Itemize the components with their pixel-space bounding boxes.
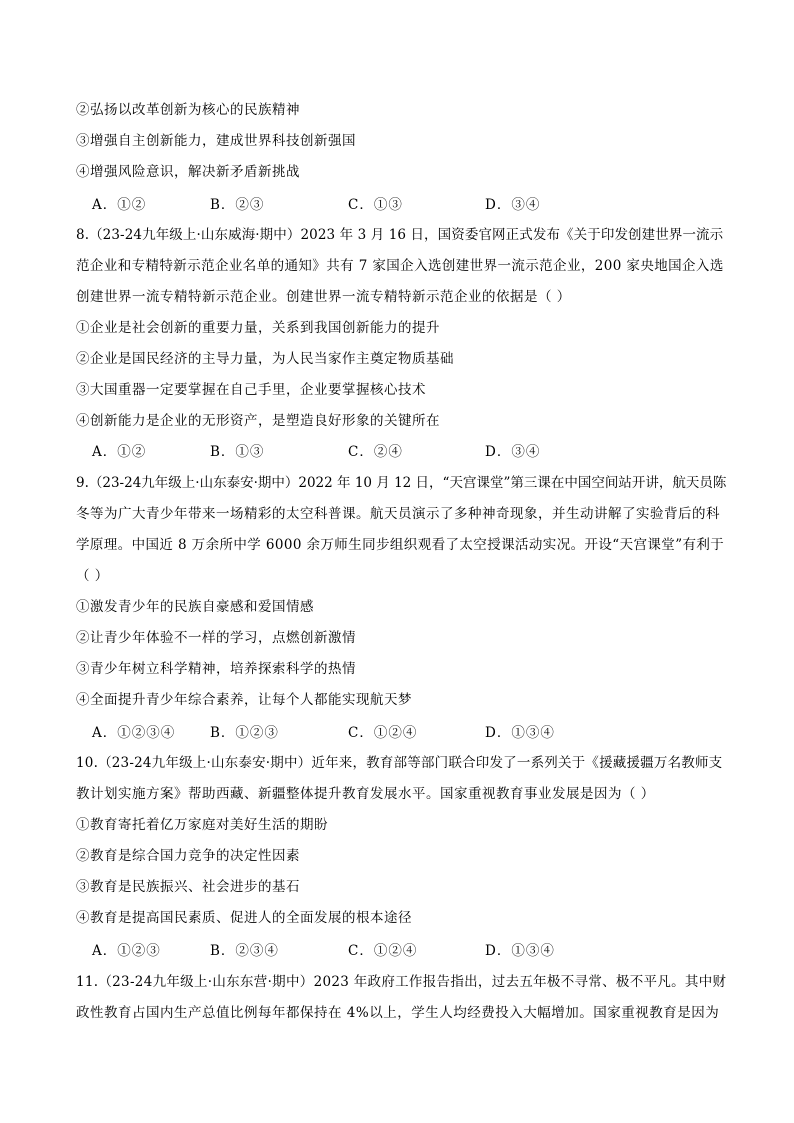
q9-choice-4: ④全面提升青少年综合素养，让每个人都能实现航天梦 (76, 692, 412, 708)
q8-stem-line-3: 创建世界一流专精特新示范企业。创建世界一流专精特新示范企业的依据是（ ） (76, 289, 571, 305)
q9-choice-3: ③青少年树立科学精神，培养探索科学的热情 (76, 661, 356, 677)
q8-choice-3: ③大国重器一定要掌握在自己手里，企业要掌握核心技术 (76, 382, 426, 398)
q8-choice-4: ④创新能力是企业的无形资产，是塑造良好形象的关键所在 (76, 413, 440, 429)
q10-stem-line-1: 10.（23-24九年级上·山东泰安·期中）近年来，教育部等部门联合印发了一系列关于《援藏援疆万名教师支 (76, 755, 723, 771)
q7-option-d: D．③④ (485, 197, 541, 213)
q8-stem-line-2: 范企业和专精特新示范企业名单的通知》共有 7 家国企入选创建世界一流示范企业，200 家央地国企入选 (76, 258, 724, 274)
q10-option-a: A．①②③ (92, 943, 161, 959)
q10-choice-2: ②教育是综合国力竞争的决定性因素 (76, 848, 300, 864)
q10-stem-line-2: 教计划实施方案》帮助西藏、新疆整体提升教育发展水平。国家重视教育事业发展是因为（ ） (76, 786, 655, 802)
q11-stem-line-2: 政性教育占国内生产总值比例每年都保持在 4%以上，学生人均经费投入大幅增加。国家重视教育是因为 (76, 1005, 720, 1021)
q7-option-c: C．①③ (348, 197, 403, 213)
q8-choice-2: ②企业是国民经济的主导力量，为人民当家作主奠定物质基础 (76, 351, 454, 367)
q9-choice-1: ①激发青少年的民族自豪感和爱国情感 (76, 599, 314, 615)
q10-choice-1: ①教育寄托着亿万家庭对美好生活的期盼 (76, 817, 328, 833)
q9-stem-line-3: 学原理。中国近 8 万余所中学 6000 余万师生同步组织观看了太空授课活动实况。开设“天宫课堂”有利于 (76, 537, 725, 553)
q9-option-a: A．①②③④ (92, 725, 176, 741)
q8-stem-line-1: 8.（23-24九年级上·山东威海·期中）2023 年 3 月 16 日，国资委官网正式发布《关于印发创建世界一流示 (76, 227, 724, 243)
q9-stem-line-4: （ ） (76, 568, 109, 584)
q10-choice-4: ④教育是提高国民素质、促进人的全面发展的根本途径 (76, 910, 412, 926)
q7-option-a: A．①② (92, 197, 147, 213)
q9-option-d: D．①③④ (485, 725, 555, 741)
q8-choice-1: ①企业是社会创新的重要力量，关系到我国创新能力的提升 (76, 320, 440, 336)
q9-stem-line-1: 9.（23-24九年级上·山东泰安·期中）2022 年 10 月 12 日，“天宫课堂”第三课在中国空间站开讲，航天员陈 (76, 475, 727, 491)
q8-option-a: A．①② (92, 444, 147, 460)
q7-option-b: B．②③ (210, 197, 265, 213)
q9-stem-line-2: 冬等为广大青少年带来一场精彩的太空科普课。航天员演示了多种神奇现象，并生动讲解了实验背后的科 (76, 506, 720, 522)
q7-choice-4: ④增强风险意识，解决新矛盾新挑战 (76, 164, 300, 180)
q8-option-b: B．①③ (210, 444, 265, 460)
q8-option-d: D．③④ (485, 444, 541, 460)
q7-choice-3: ③增强自主创新能力，建成世界科技创新强国 (76, 133, 356, 149)
q10-option-d: D．①③④ (485, 943, 555, 959)
q10-option-b: B．②③④ (210, 943, 279, 959)
q10-choice-3: ③教育是民族振兴、社会进步的基石 (76, 879, 300, 895)
q9-choice-2: ②让青少年体验不一样的学习，点燃创新激情 (76, 630, 356, 646)
q8-option-c: C．②④ (348, 444, 403, 460)
q11-stem-line-1: 11.（23-24九年级上·山东东营·期中）2023 年政府工作报告指出，过去五年极不寻常、极不平凡。其中财 (76, 974, 727, 990)
q9-option-c: C．①②④ (348, 725, 418, 741)
q7-choice-2: ②弘扬以改革创新为核心的民族精神 (76, 102, 300, 118)
q10-option-c: C．①②④ (348, 943, 418, 959)
q9-option-b: B．①②③ (210, 725, 279, 741)
